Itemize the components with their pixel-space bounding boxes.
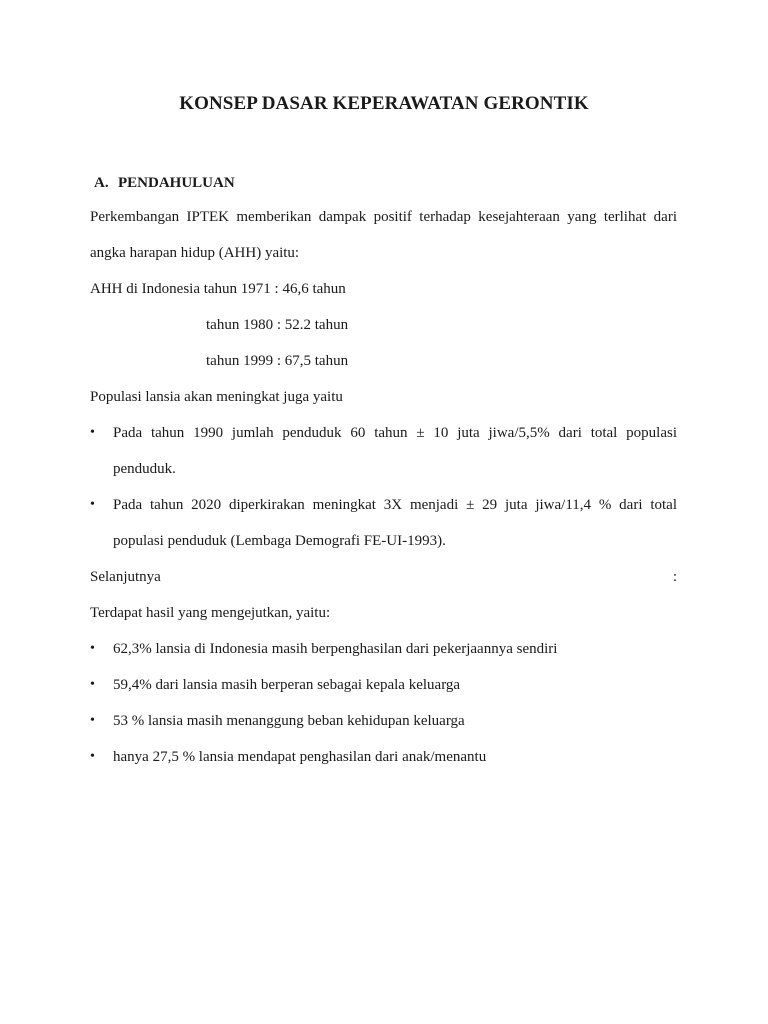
list-item xyxy=(90,703,677,739)
bullet-text: hanya 27,5 % lansia mendapat penghasilan dari anak/menantu xyxy=(113,749,487,765)
findings-bullet-list xyxy=(90,631,677,775)
bullet-text: Pada tahun 1990 jumlah penduduk 60 tahun ± 10 juta jiwa/5,5% dari total populasi penduduk. xyxy=(113,425,677,477)
intro-paragraph: Perkembangan IPTEK memberikan dampak positif terhadap kesejahteraan yang terlihat dari angka harapan hidup (AHH) yaitu: xyxy=(90,209,677,261)
bullet-marker: • xyxy=(90,641,95,656)
next-colon: : xyxy=(672,569,677,585)
list-item xyxy=(90,667,677,703)
bullet-text: 59,4% dari lansia masih berperan sebagai kepala keluarga xyxy=(113,677,461,693)
bullet-marker: • xyxy=(90,497,95,512)
population-bullet-list xyxy=(90,415,677,559)
next-line xyxy=(90,559,677,595)
list-item xyxy=(90,415,677,487)
ahh-line-1980: tahun 1980 : 52.2 tahun xyxy=(206,317,349,333)
bullet-marker: • xyxy=(90,749,95,764)
section-letter: A. xyxy=(94,175,109,191)
next-label: Selanjutnya xyxy=(90,569,161,585)
bullet-marker: • xyxy=(90,425,95,440)
list-item xyxy=(90,631,677,667)
ahh-line-1999: tahun 1999 : 67,5 tahun xyxy=(206,353,349,369)
section-heading xyxy=(90,172,677,199)
bullet-marker: • xyxy=(90,677,95,692)
list-item xyxy=(90,487,677,559)
bullet-text: 53 % lansia masih menanggung beban kehidupan keluarga xyxy=(113,713,465,729)
population-intro: Populasi lansia akan meningkat juga yaitu xyxy=(90,389,343,405)
document-title: KONSEP DASAR KEPERAWATAN GERONTIK xyxy=(179,93,589,114)
bullet-marker: • xyxy=(90,713,95,728)
ahh-line-1971: AHH di Indonesia tahun 1971 : 46,6 tahun xyxy=(90,281,346,297)
bullet-text: Pada tahun 2020 diperkirakan meningkat 3X menjadi ± 29 juta jiwa/11,4 % dari total populasi penduduk (Lembaga Demografi FE-UI-1993). xyxy=(113,497,677,549)
section-title: PENDAHULUAN xyxy=(118,175,235,191)
list-item xyxy=(90,739,677,775)
bullet-text: 62,3% lansia di Indonesia masih berpenghasilan dari pekerjaannya sendiri xyxy=(113,641,558,657)
findings-intro: Terdapat hasil yang mengejutkan, yaitu: xyxy=(90,605,331,621)
document-body xyxy=(90,172,677,775)
